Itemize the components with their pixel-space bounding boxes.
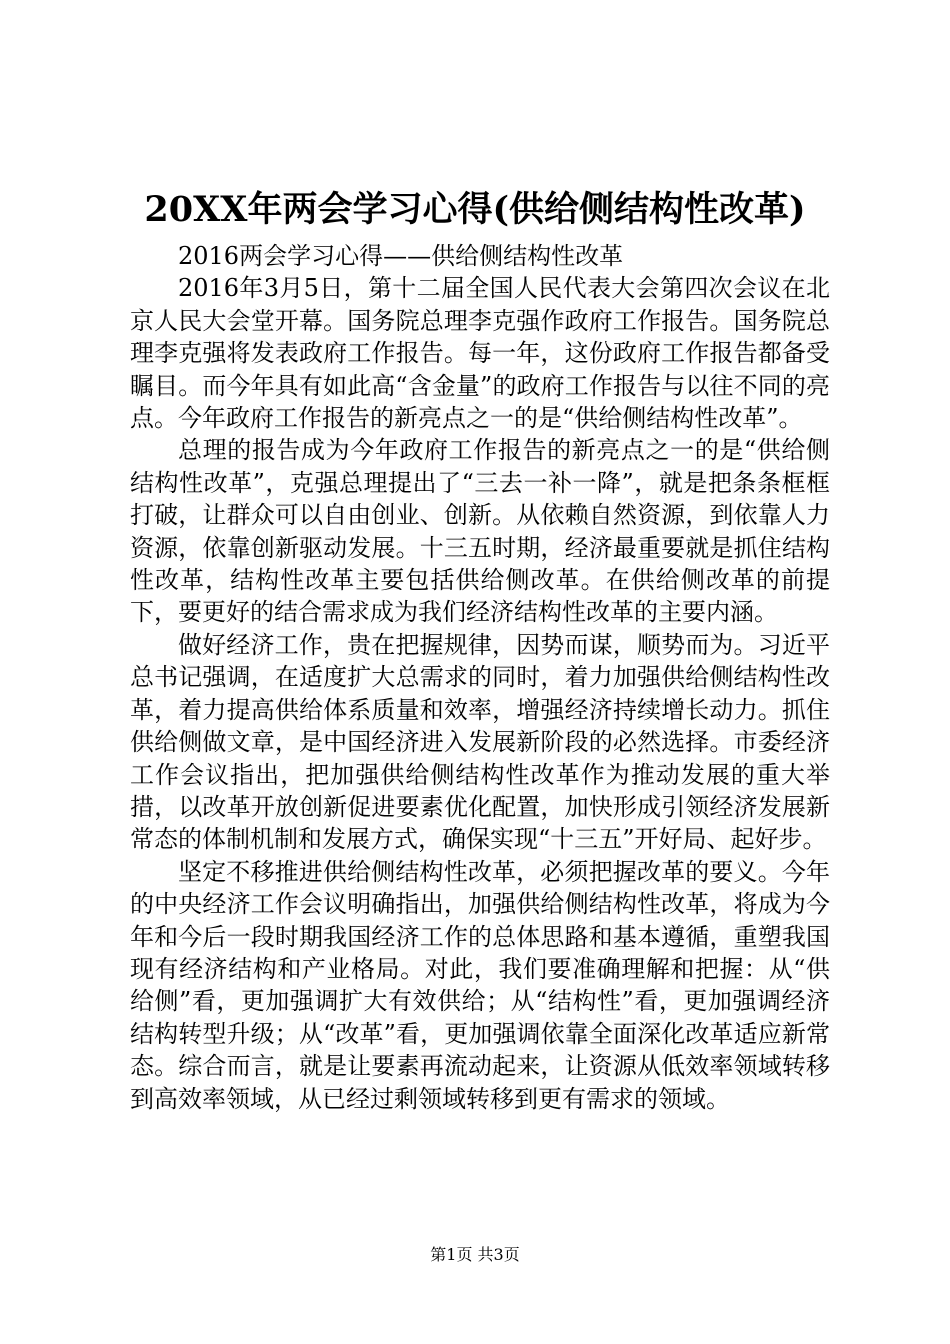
document-title: 20XX年两会学习心得(供给侧结构性改革) (144, 189, 806, 230)
document-body (130, 240, 830, 1115)
body-paragraph: 总理的报告成为今年政府工作报告的新亮点之一的是“供给侧结构性改革”，克强总理提出了“三去一补一降”，就是把条条框框打破，让群众可以自由创业、创新。从依赖自然资源，到依靠人力资源，依靠创新驱动发展。十三五时期，经济最重要就是抓住结构性改革，结构性改革主要包括供给侧改革。在供给侧改革的前提下，要更好的结合需求成为我们经济结构性改革的主要内涵。 (130, 436, 830, 627)
subtitle-paragraph: 2016两会学习心得——供给侧结构性改革 (178, 242, 624, 270)
body-paragraph: 2016年3月5日，第十二届全国人民代表大会第四次会议在北京人民大会堂开幕。国务院总理李克强作政府工作报告。国务院总理李克强将发表政府工作报告。每一年，这份政府工作报告都备受瞩目。而今年具有如此高“含金量”的政府工作报告与以往不同的亮点。今年政府工作报告的新亮点之一的是“供给侧结构性改革”。 (130, 274, 830, 433)
body-paragraph: 坚定不移推进供给侧结构性改革，必须把握改革的要义。今年的中央经济工作会议明确指出，加强供给侧结构性改革，将成为今年和今后一段时期我国经济工作的总体思路和基本遵循，重塑我国现有经济结构和产业格局。对此，我们要准确理解和把握：从“供给侧”看，更加强调扩大有效供给；从“结构性”看，更加强调经济结构转型升级；从“改革”看，更加强调依靠全面深化改革适应新常态。综合而言，就是让要素再流动起来，让资源从低效率领域转移到高效率领域，从已经过剩领域转移到更有需求的领域。 (130, 857, 830, 1113)
body-paragraph: 做好经济工作，贵在把握规律，因势而谋，顺势而为。习近平总书记强调，在适度扩大总需求的同时，着力加强供给侧结构性改革，着力提高供给体系质量和效率，增强经济持续增长动力。抓住供给侧做文章，是中国经济进入发展新阶段的必然选择。市委经济工作会议指出，把加强供给侧结构性改革作为推动发展的重大举措，以改革开放创新促进要素优化配置，加快形成引领经济发展新常态的体制机制和发展方式，确保实现“十三五”开好局、起好步。 (130, 630, 830, 854)
page-number: 第1页 共3页 (430, 1245, 520, 1264)
